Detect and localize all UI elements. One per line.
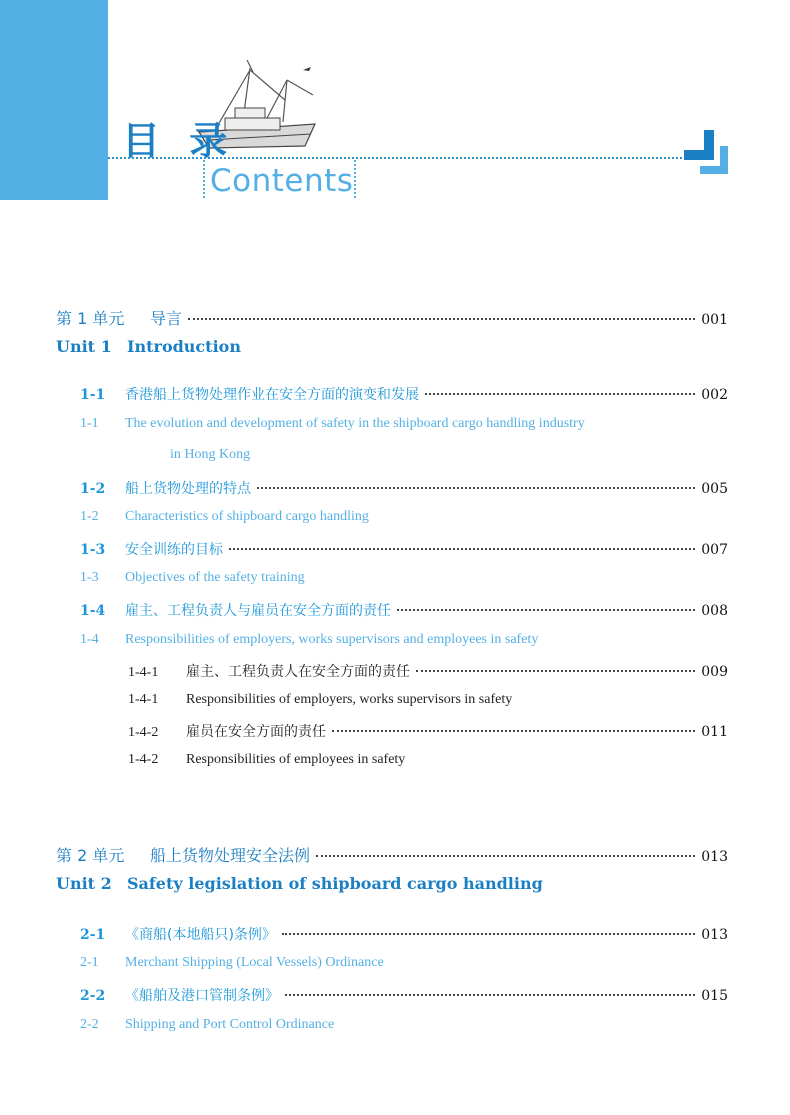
toc-entry-number: 1-2 bbox=[80, 481, 106, 497]
toc-leader-dots bbox=[425, 393, 695, 395]
toc-entry-title: 雇主、工程负责人与雇员在安全方面的责任 bbox=[125, 603, 391, 619]
toc-entry-number: 1-4-2 bbox=[128, 752, 159, 767]
toc-entry-title: in Hong Kong bbox=[170, 447, 251, 462]
toc-page-number: 002 bbox=[701, 387, 728, 403]
toc-entry-number: 2-2 bbox=[80, 988, 106, 1004]
toc-entry[interactable] bbox=[80, 924, 728, 944]
toc-entry bbox=[80, 632, 538, 648]
toc-entry[interactable] bbox=[56, 843, 728, 866]
toc-entry-number: 2-2 bbox=[80, 1017, 99, 1032]
toc-entry-title: 香港船上货物处理作业在安全方面的演变和发展 bbox=[125, 387, 419, 403]
toc-entry-title: Introduction bbox=[127, 337, 241, 356]
toc-entry-title: 雇主、工程负责人在安全方面的责任 bbox=[186, 664, 410, 680]
toc-entry-number: 1-3 bbox=[80, 542, 106, 558]
toc-entry-title: 《商船(本地船只)条例》 bbox=[125, 927, 276, 943]
toc-entry-number: 1-4-1 bbox=[128, 692, 159, 707]
toc-entry-number: 第 2 单元 bbox=[56, 846, 125, 865]
toc-entry-number: 1-1 bbox=[80, 387, 106, 403]
toc-entry-title: Responsibilities of employees in safety bbox=[186, 752, 406, 767]
toc-entry bbox=[80, 955, 384, 971]
toc-page-number: 013 bbox=[701, 927, 728, 943]
toc-entry-title: 导言 bbox=[150, 309, 183, 328]
toc-entry-number: 1-1 bbox=[80, 416, 99, 431]
toc-leader-dots bbox=[397, 609, 695, 611]
toc-entry-title: 《船舶及港口管制条例》 bbox=[125, 988, 279, 1004]
toc-entry[interactable] bbox=[80, 478, 728, 498]
toc-entry[interactable] bbox=[80, 985, 728, 1005]
toc-entry-title: The evolution and development of safety in the shipboard cargo handling industry bbox=[125, 416, 585, 431]
toc-entry-title: Responsibilities of employers, works supervisors and employees in safety bbox=[125, 632, 539, 647]
toc-entry[interactable] bbox=[80, 384, 728, 404]
toc-entry-number: 2-1 bbox=[80, 927, 106, 943]
toc-entry-title: Responsibilities of employers, works supervisors in safety bbox=[186, 692, 513, 707]
toc-leader-dots bbox=[188, 318, 695, 320]
toc-entry[interactable] bbox=[80, 600, 728, 620]
toc-entry-number: 1-3 bbox=[80, 570, 99, 585]
toc-entry[interactable] bbox=[56, 306, 728, 329]
toc-entry-title: 雇员在安全方面的责任 bbox=[186, 724, 326, 740]
toc-page-number: 005 bbox=[701, 481, 728, 497]
toc-entry bbox=[56, 337, 241, 356]
toc-entry-title: Characteristics of shipboard cargo handling bbox=[125, 509, 369, 524]
page-title-english: Contents bbox=[210, 163, 354, 199]
toc-entry-number: Unit 2 bbox=[56, 874, 112, 893]
toc-leader-dots bbox=[316, 855, 695, 857]
toc-entry bbox=[80, 1017, 334, 1033]
toc-entry-number: 1-4 bbox=[80, 603, 106, 619]
toc-entry-title: Safety legislation of shipboard cargo handling bbox=[127, 874, 543, 893]
toc-entry-title: Shipping and Port Control Ordinance bbox=[125, 1017, 335, 1032]
toc-entry-number: 1-4 bbox=[80, 632, 99, 647]
toc-entry bbox=[128, 692, 512, 708]
toc-entry[interactable] bbox=[128, 661, 728, 681]
toc-entry-number: 1-2 bbox=[80, 509, 99, 524]
toc-entry-title: 船上货物处理安全法例 bbox=[150, 846, 311, 865]
corner-decoration-icon bbox=[684, 130, 730, 176]
toc-entry-title: 安全训练的目标 bbox=[125, 542, 223, 558]
toc-page-number: 015 bbox=[701, 988, 728, 1004]
toc-entry-number: 第 1 单元 bbox=[56, 309, 125, 328]
toc-leader-dots bbox=[416, 670, 695, 672]
toc-page-number: 001 bbox=[701, 312, 728, 328]
toc-page-number: 011 bbox=[701, 724, 728, 740]
toc-entry-title: Merchant Shipping (Local Vessels) Ordinance bbox=[125, 955, 384, 970]
toc-entry-number: Unit 1 bbox=[56, 337, 112, 356]
toc-entry-title: Objectives of the safety training bbox=[125, 570, 305, 585]
header-color-block bbox=[0, 0, 108, 200]
toc-page-number: 013 bbox=[701, 849, 728, 865]
toc-entry bbox=[125, 447, 250, 463]
toc-entry bbox=[80, 509, 369, 525]
toc-entry-number: 2-1 bbox=[80, 955, 99, 970]
title-frame-right bbox=[354, 160, 356, 198]
toc-leader-dots bbox=[332, 730, 695, 732]
toc-leader-dots bbox=[285, 994, 695, 996]
title-frame-left bbox=[203, 160, 205, 198]
toc-leader-dots bbox=[229, 548, 695, 550]
toc-leader-dots bbox=[282, 933, 695, 935]
toc-entry bbox=[80, 570, 305, 586]
toc-entry-number: 1-4-2 bbox=[128, 725, 159, 740]
toc-leader-dots bbox=[257, 487, 695, 489]
toc-page-number: 007 bbox=[701, 542, 728, 558]
toc-entry[interactable] bbox=[80, 539, 728, 559]
page-title-chinese: 目 录 bbox=[122, 118, 236, 163]
toc-entry bbox=[80, 416, 585, 432]
toc-entry bbox=[128, 752, 405, 768]
toc-entry-title: 船上货物处理的特点 bbox=[125, 481, 251, 497]
toc-page-number: 008 bbox=[701, 603, 728, 619]
toc-entry[interactable] bbox=[128, 721, 728, 741]
toc-page-number: 009 bbox=[701, 664, 728, 680]
header-divider bbox=[108, 157, 690, 159]
toc-entry-number: 1-4-1 bbox=[128, 665, 159, 680]
toc-entry bbox=[56, 874, 543, 893]
